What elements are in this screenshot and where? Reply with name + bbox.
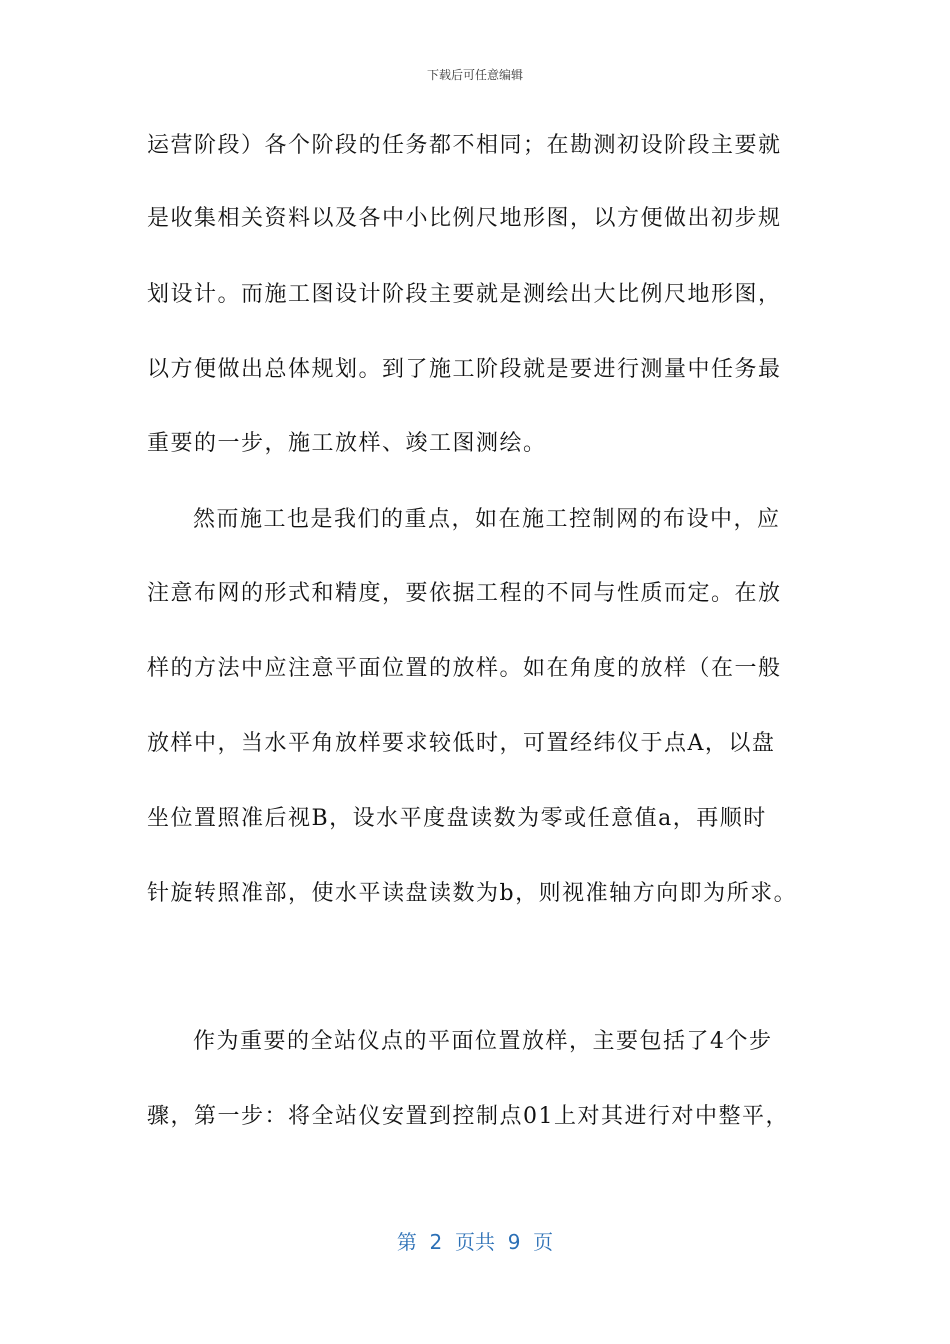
paragraph-line: 坐位置照准后视B，设水平度盘读数为零或任意值a，再顺时 — [147, 806, 767, 831]
paragraph-line: 样的方法中应注意平面位置的放样。如在角度的放样（在一般 — [147, 656, 782, 681]
paragraph-line: 划设计。而施工图设计阶段主要就是测绘出大比例尺地形图， — [147, 282, 782, 307]
paragraph-line: 针旋转照准部，使水平读盘读数为b，则视准轴方向即为所求。 — [147, 881, 798, 906]
paragraph-line: 放样中，当水平角放样要求较低时，可置经纬仪于点A，以盘 — [147, 731, 776, 756]
page-number-footer: 第 2 页共 9 页 — [396, 1230, 554, 1254]
paragraph-line: 是收集相关资料以及各中小比例尺地形图，以方便做出初步规 — [147, 206, 782, 231]
paragraph-line: 以方便做出总体规划。到了施工阶段就是要进行测量中任务最 — [147, 357, 782, 382]
paragraph-line: 注意布网的形式和精度，要依据工程的不同与性质而定。在放 — [147, 581, 782, 606]
paragraph-line: 运营阶段）各个阶段的任务都不相同；在勘测初设阶段主要就 — [147, 133, 782, 158]
paragraph-line: 骤，第一步：将全站仪安置到控制点01上对其进行对中整平， — [147, 1104, 789, 1129]
paragraph-line: 重要的一步，施工放样、竣工图测绘。 — [147, 431, 547, 456]
paragraph-line: 作为重要的全站仪点的平面位置放样，主要包括了4个步 — [193, 1029, 773, 1054]
page-header-note: 下载后可任意编辑 — [426, 68, 523, 82]
paragraph-line: 然而施工也是我们的重点，如在施工控制网的布设中，应 — [193, 507, 781, 532]
